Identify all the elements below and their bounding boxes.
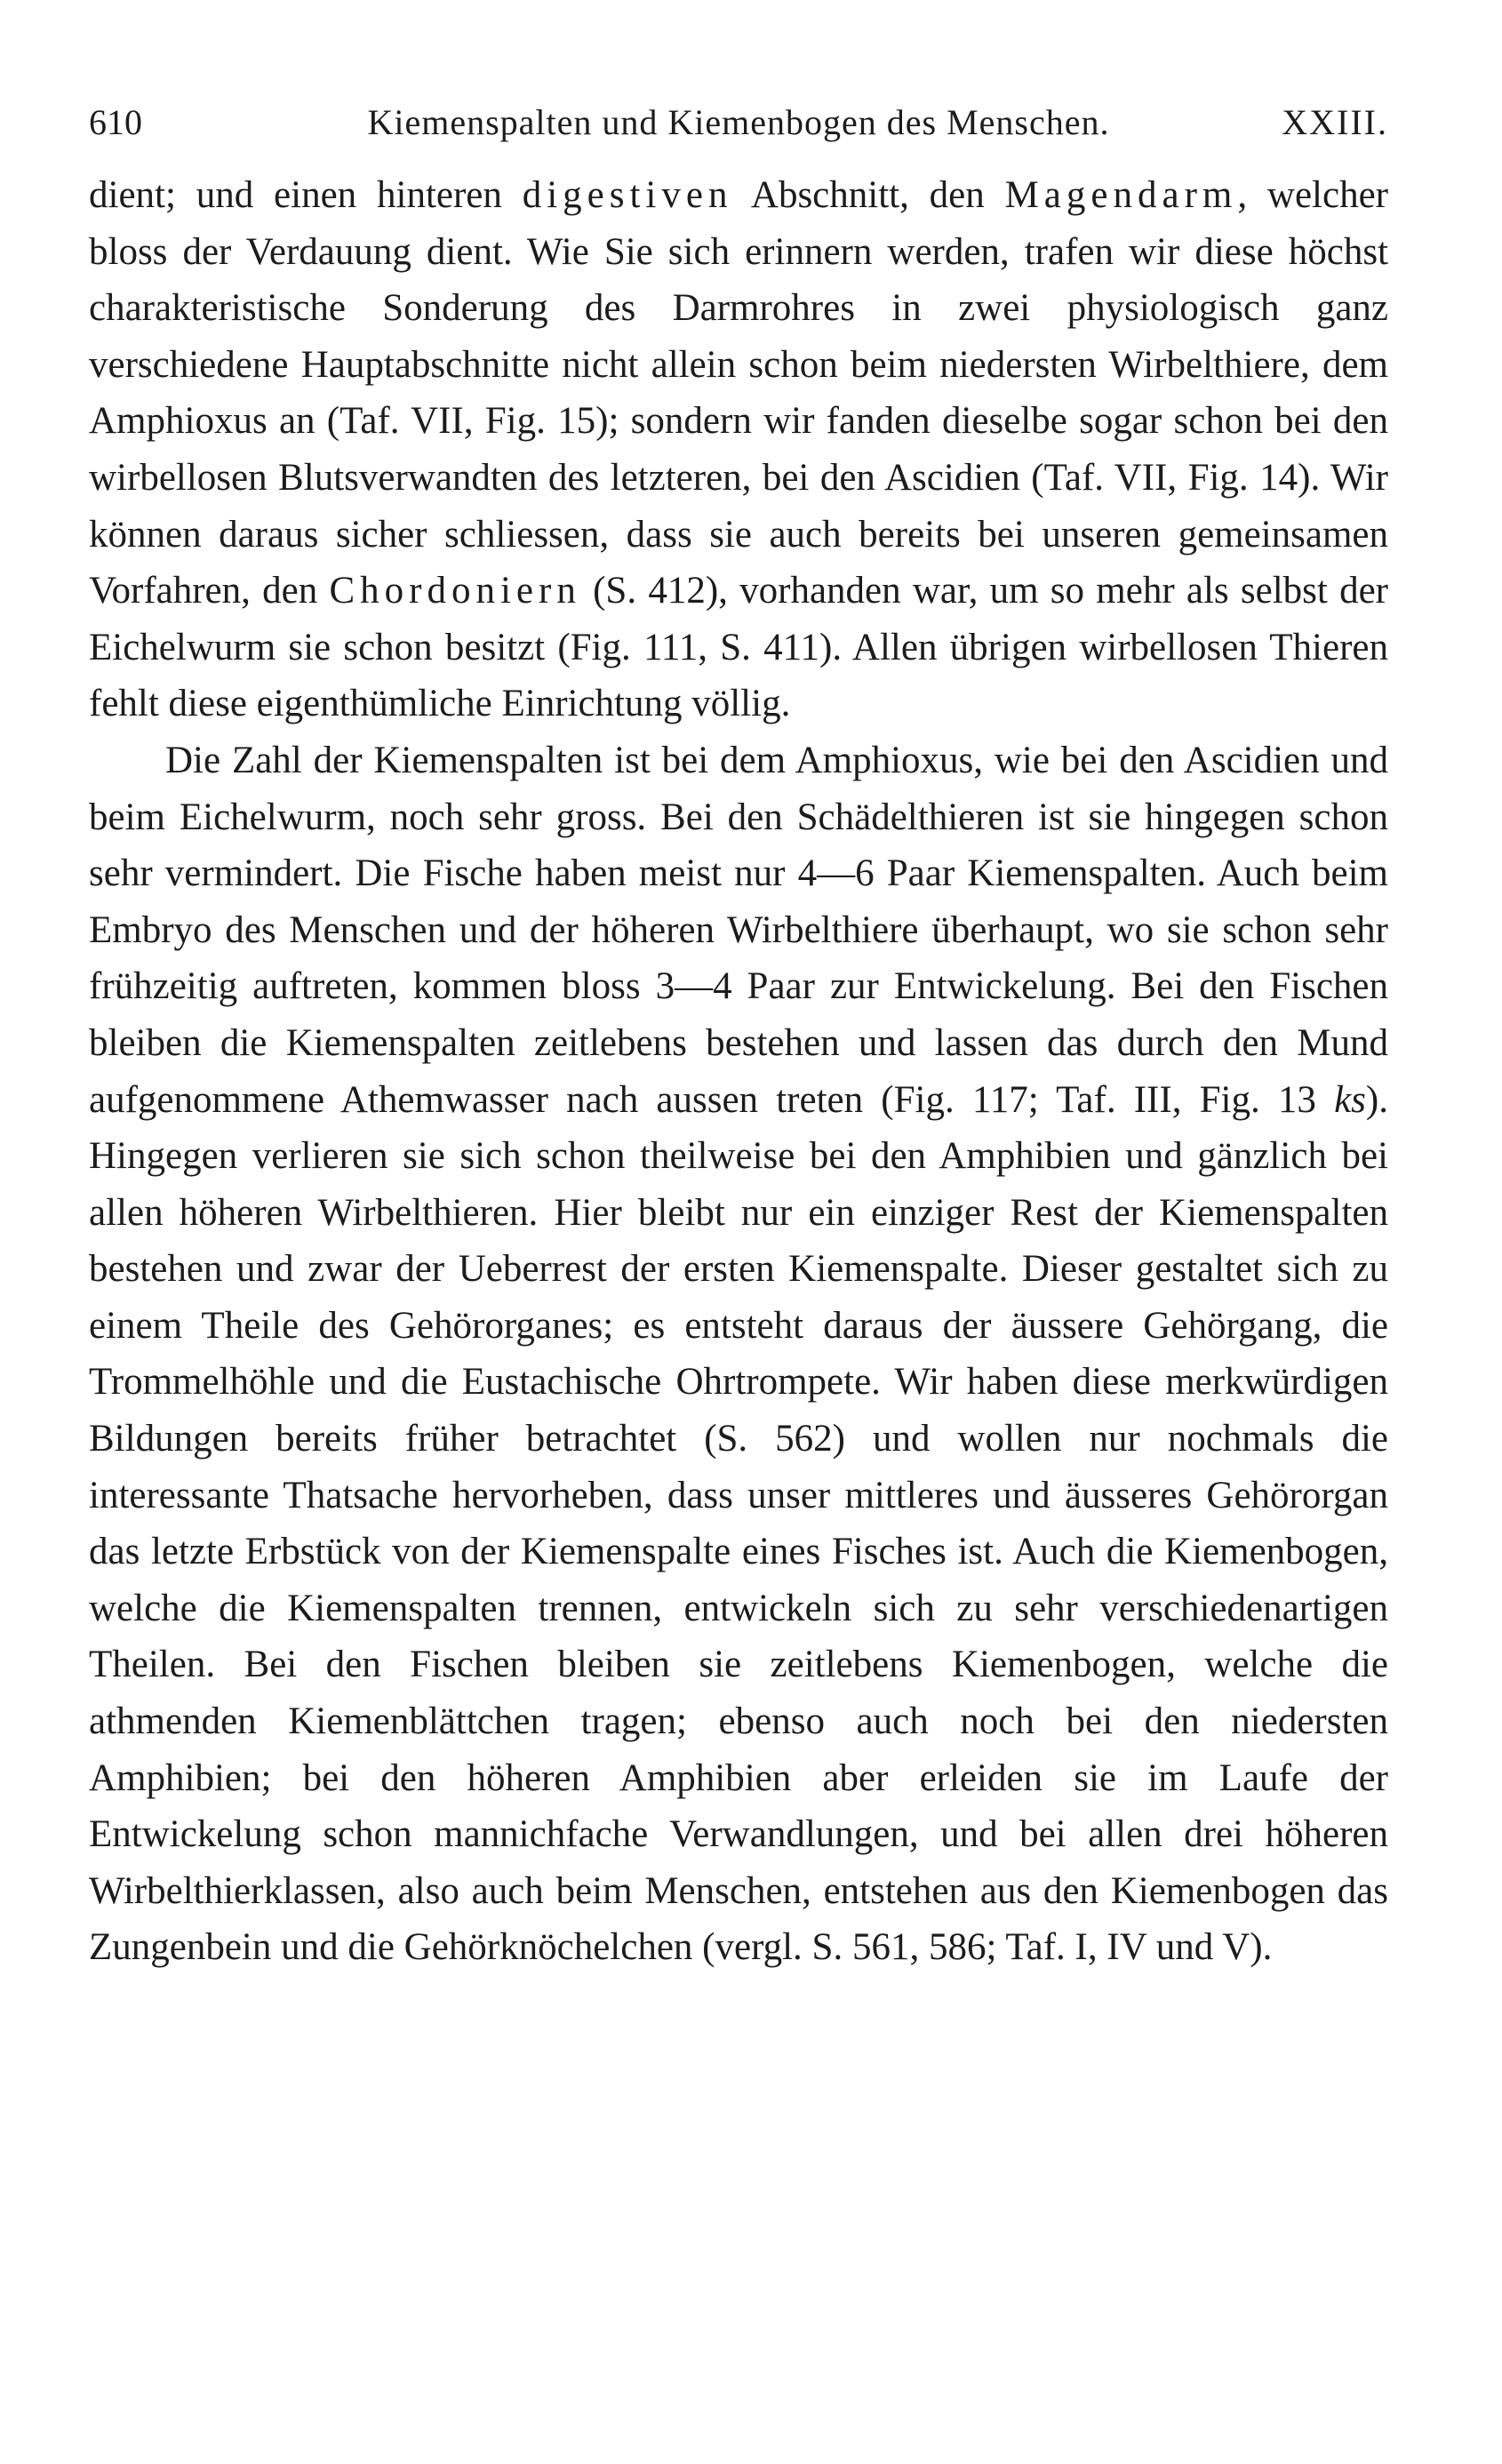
text-run: Die Zahl der Kiemenspalten ist bei dem Amphioxus, wie bei den Ascidien und beim Eichelwurm, noch sehr gross. Bei den Schädelthieren ist sie hingegen schon sehr vermindert. Die Fische haben meist nur 4—6 Paar Kiemenspalten. Auch beim Embryo des Menschen und der höheren Wirbelthiere überhaupt, wo sie schon sehr frühzeitig auftreten, kommen bloss 3—4 Paar zur Entwickelung. Bei den Fischen bleiben die Kiemenspalten zeitlebens bestehen und lassen das durch den Mund aufgenommene Athemwasser nach aussen treten (Fig. 117; Taf. III, Fig. 13	[89, 739, 1388, 1121]
running-header	[89, 96, 1388, 149]
text-run: Abschnitt, den	[732, 174, 1005, 216]
text-run: dient; und einen hinteren	[89, 174, 523, 216]
book-page	[89, 96, 1388, 1976]
body-text	[89, 167, 1388, 1976]
text-run: (S. 412), vorhanden war, um so mehr als selbst der Eichelwurm sie schon besitzt (Fig. 111, S. 411). Allen übrigen wirbellosen Thieren fehlt diese eigenthümliche Einrichtung völlig.	[89, 570, 1388, 725]
italic-label: ks	[1334, 1078, 1366, 1121]
page-number: 610	[89, 102, 142, 142]
running-title: Kiemenspalten und Kiemenbogen des Menschen.	[367, 102, 1110, 142]
emphasized-term: Chordoniern	[329, 570, 581, 612]
paragraph	[89, 732, 1388, 1976]
text-run: ). Hingegen verlieren sie sich schon theilweise bei den Amphibien und gänzlich bei allen höheren Wirbelthieren. Hier bleibt nur ein einziger Rest der Kiemenspalten bestehen und zwar der Ueberrest der ersten Kiemenspalte. Dieser gestaltet sich zu einem Theile des Gehörorganes; es entsteht daraus der äussere Gehörgang, die Trommelhöhle und die Eustachische Ohrtrompete. Wir haben diese merkwürdigen Bildungen bereits früher betrachtet (S. 562) und wollen nur nochmals die interessante Thatsache hervorheben, dass unser mittleres und äusseres Gehörorgan das letzte Erbstück von der Kiemenspalte eines Fisches ist. Auch die Kiemenbogen, welche die Kiemenspalten trennen, entwickeln sich zu sehr verschiedenartigen Theilen. Bei den Fischen bleiben sie zeitlebens Kiemenbogen, welche die athmenden Kiemenblättchen tragen; ebenso auch noch bei den niedersten Amphibien; bei den höheren Amphibien aber erleiden sie im Laufe der Entwickelung schon mannichfache Verwandlungen, und bei allen drei höheren Wirbelthierklassen, also auch beim Menschen, entstehen aus den Kiemenbogen das Zungenbein und die Gehörknöchelchen (vergl. S. 561, 586; Taf. I, IV und V).	[89, 1078, 1388, 1969]
text-run: , welcher bloss der Verdauung dient. Wie Sie sich erinnern werden, trafen wir diese höchst charakteristische Sonderung des Darmrohres in zwei physiologisch ganz verschiedene Hauptabschnitte nicht allein schon beim niedersten Wirbelthiere, dem Amphioxus an (Taf. VII, Fig. 15); sondern wir fanden dieselbe sogar schon bei den wirbellosen Blutsverwandten des letzteren, bei den Ascidien (Taf. VII, Fig. 14). Wir können daraus sicher schliessen, dass sie auch bereits bei unseren gemeinsamen Vorfahren, den	[89, 174, 1388, 612]
emphasized-term: digestiven	[522, 174, 733, 216]
chapter-number: XXIII.	[1282, 102, 1388, 142]
paragraph	[89, 167, 1388, 732]
emphasized-term: Magendarm	[1004, 174, 1238, 216]
